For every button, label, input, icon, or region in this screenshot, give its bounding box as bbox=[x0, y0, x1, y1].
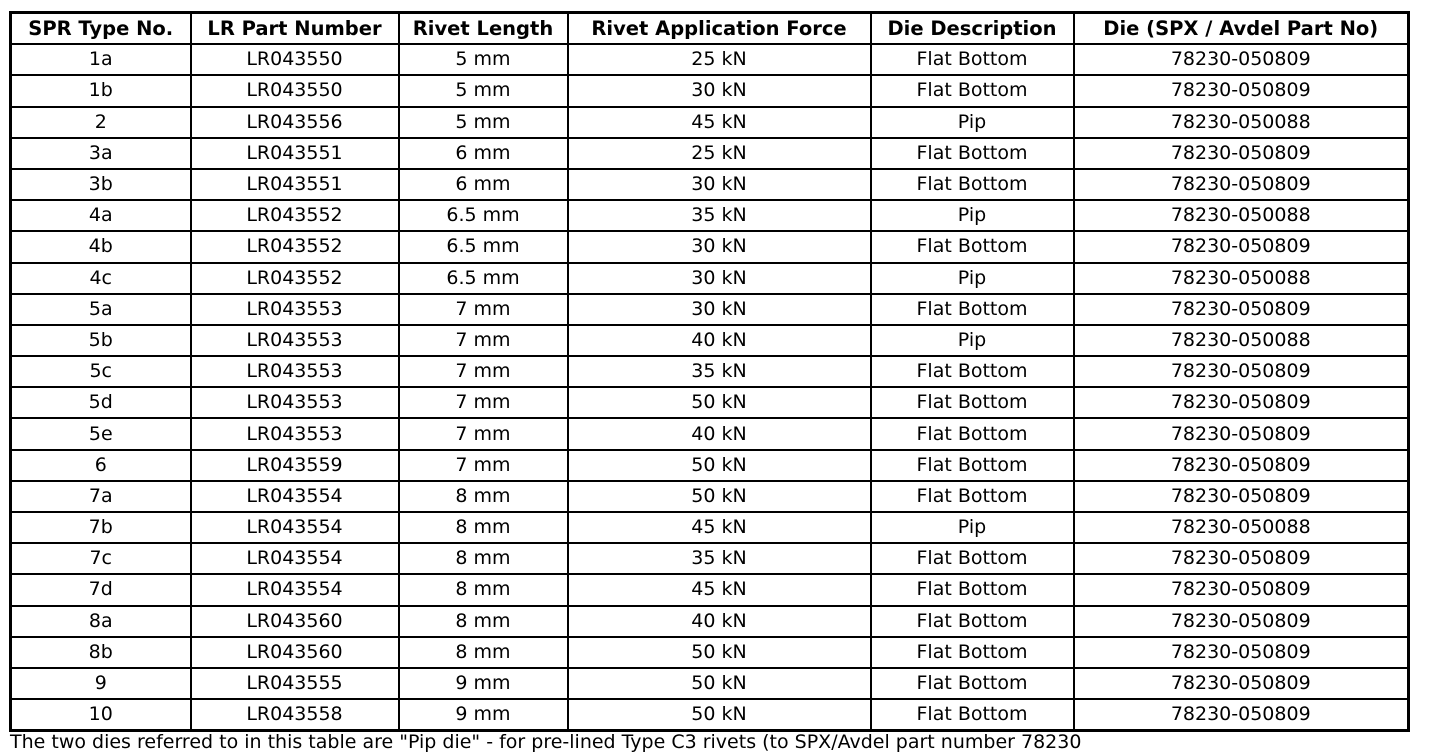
die-part-no-cell: 78230-050809 bbox=[1074, 606, 1409, 637]
lr-part-number-cell: LR043550 bbox=[191, 44, 399, 75]
spr-type-cell: 7a bbox=[11, 481, 191, 512]
spr-type-cell: 4b bbox=[11, 231, 191, 262]
die-part-no-cell: 78230-050809 bbox=[1074, 450, 1409, 481]
lr-part-number-cell: LR043556 bbox=[191, 107, 399, 138]
table-row bbox=[11, 325, 1409, 356]
lr-part-number-cell: LR043553 bbox=[191, 294, 399, 325]
application-force-cell: 35 kN bbox=[568, 543, 871, 574]
application-force-cell: 30 kN bbox=[568, 294, 871, 325]
application-force-cell: 25 kN bbox=[568, 138, 871, 169]
die-part-no-cell: 78230-050809 bbox=[1074, 294, 1409, 325]
die-description-cell: Flat Bottom bbox=[871, 481, 1074, 512]
application-force-cell: 30 kN bbox=[568, 263, 871, 294]
rivet-length-cell: 6.5 mm bbox=[399, 263, 568, 294]
rivet-length-cell: 6 mm bbox=[399, 138, 568, 169]
spr-type-cell: 9 bbox=[11, 668, 191, 699]
spr-type-cell: 3a bbox=[11, 138, 191, 169]
spr-type-cell: 8b bbox=[11, 637, 191, 668]
table-row bbox=[11, 75, 1409, 106]
die-part-no-cell: 78230-050809 bbox=[1074, 169, 1409, 200]
application-force-cell: 50 kN bbox=[568, 668, 871, 699]
header-rivet-application-force: Rivet Application Force bbox=[568, 13, 871, 45]
lr-part-number-cell: LR043551 bbox=[191, 138, 399, 169]
die-description-cell: Flat Bottom bbox=[871, 699, 1074, 731]
die-part-no-cell: 78230-050809 bbox=[1074, 543, 1409, 574]
die-description-cell: Flat Bottom bbox=[871, 44, 1074, 75]
rivet-length-cell: 7 mm bbox=[399, 418, 568, 449]
lr-part-number-cell: LR043553 bbox=[191, 387, 399, 418]
application-force-cell: 30 kN bbox=[568, 75, 871, 106]
spr-type-cell: 8a bbox=[11, 606, 191, 637]
die-description-cell: Flat Bottom bbox=[871, 543, 1074, 574]
table-row bbox=[11, 169, 1409, 200]
die-description-cell: Pip bbox=[871, 512, 1074, 543]
die-description-cell: Flat Bottom bbox=[871, 75, 1074, 106]
table-body bbox=[11, 44, 1409, 731]
die-part-no-cell: 78230-050809 bbox=[1074, 75, 1409, 106]
rivet-length-cell: 5 mm bbox=[399, 107, 568, 138]
application-force-cell: 40 kN bbox=[568, 325, 871, 356]
table-row bbox=[11, 263, 1409, 294]
lr-part-number-cell: LR043554 bbox=[191, 481, 399, 512]
rivet-length-cell: 6 mm bbox=[399, 169, 568, 200]
application-force-cell: 50 kN bbox=[568, 450, 871, 481]
rivet-length-cell: 8 mm bbox=[399, 481, 568, 512]
header-lr-part-number: LR Part Number bbox=[191, 13, 399, 45]
rivet-length-cell: 9 mm bbox=[399, 668, 568, 699]
application-force-cell: 50 kN bbox=[568, 481, 871, 512]
table-row bbox=[11, 512, 1409, 543]
die-part-no-cell: 78230-050088 bbox=[1074, 107, 1409, 138]
lr-part-number-cell: LR043560 bbox=[191, 606, 399, 637]
application-force-cell: 50 kN bbox=[568, 699, 871, 731]
lr-part-number-cell: LR043555 bbox=[191, 668, 399, 699]
die-part-no-cell: 78230-050809 bbox=[1074, 637, 1409, 668]
die-part-no-cell: 78230-050088 bbox=[1074, 512, 1409, 543]
die-part-no-cell: 78230-050088 bbox=[1074, 200, 1409, 231]
lr-part-number-cell: LR043559 bbox=[191, 450, 399, 481]
lr-part-number-cell: LR043550 bbox=[191, 75, 399, 106]
table-row bbox=[11, 387, 1409, 418]
spr-type-cell: 1a bbox=[11, 44, 191, 75]
spr-rivet-table bbox=[9, 11, 1410, 732]
lr-part-number-cell: LR043554 bbox=[191, 512, 399, 543]
table-row bbox=[11, 574, 1409, 605]
table-row bbox=[11, 450, 1409, 481]
rivet-length-cell: 8 mm bbox=[399, 606, 568, 637]
lr-part-number-cell: LR043552 bbox=[191, 231, 399, 262]
application-force-cell: 35 kN bbox=[568, 356, 871, 387]
table-row bbox=[11, 231, 1409, 262]
die-part-no-cell: 78230-050809 bbox=[1074, 138, 1409, 169]
rivet-length-cell: 7 mm bbox=[399, 356, 568, 387]
die-description-cell: Flat Bottom bbox=[871, 138, 1074, 169]
die-description-cell: Flat Bottom bbox=[871, 169, 1074, 200]
table-row bbox=[11, 356, 1409, 387]
die-description-cell: Pip bbox=[871, 263, 1074, 294]
spr-type-cell: 5b bbox=[11, 325, 191, 356]
die-part-no-cell: 78230-050809 bbox=[1074, 231, 1409, 262]
rivet-length-cell: 7 mm bbox=[399, 387, 568, 418]
lr-part-number-cell: LR043554 bbox=[191, 574, 399, 605]
table-row bbox=[11, 606, 1409, 637]
rivet-length-cell: 7 mm bbox=[399, 450, 568, 481]
lr-part-number-cell: LR043552 bbox=[191, 200, 399, 231]
die-part-no-cell: 78230-050809 bbox=[1074, 418, 1409, 449]
spr-type-cell: 5e bbox=[11, 418, 191, 449]
spr-type-cell: 5a bbox=[11, 294, 191, 325]
table-row bbox=[11, 107, 1409, 138]
spr-type-cell: 10 bbox=[11, 699, 191, 731]
application-force-cell: 30 kN bbox=[568, 169, 871, 200]
die-part-no-cell: 78230-050809 bbox=[1074, 356, 1409, 387]
die-description-cell: Flat Bottom bbox=[871, 387, 1074, 418]
die-part-no-cell: 78230-050088 bbox=[1074, 263, 1409, 294]
footer-note: The two dies referred to in this table are "Pip die" - for pre-lined Type C3 rivets (to SPX/Avdel part number 78230 bbox=[10, 731, 1082, 753]
spr-type-cell: 4a bbox=[11, 200, 191, 231]
spr-type-cell: 3b bbox=[11, 169, 191, 200]
table-header bbox=[11, 13, 1409, 45]
die-description-cell: Flat Bottom bbox=[871, 294, 1074, 325]
die-description-cell: Flat Bottom bbox=[871, 356, 1074, 387]
spr-type-cell: 6 bbox=[11, 450, 191, 481]
header-spr-type-no: SPR Type No. bbox=[11, 13, 191, 45]
spr-type-cell: 5d bbox=[11, 387, 191, 418]
table-row bbox=[11, 699, 1409, 731]
die-description-cell: Pip bbox=[871, 325, 1074, 356]
application-force-cell: 30 kN bbox=[568, 231, 871, 262]
table-row bbox=[11, 668, 1409, 699]
die-description-cell: Flat Bottom bbox=[871, 668, 1074, 699]
die-description-cell: Flat Bottom bbox=[871, 606, 1074, 637]
application-force-cell: 45 kN bbox=[568, 512, 871, 543]
die-part-no-cell: 78230-050088 bbox=[1074, 325, 1409, 356]
header-row bbox=[11, 13, 1409, 45]
application-force-cell: 40 kN bbox=[568, 606, 871, 637]
table-row bbox=[11, 200, 1409, 231]
rivet-length-cell: 6.5 mm bbox=[399, 231, 568, 262]
lr-part-number-cell: LR043551 bbox=[191, 169, 399, 200]
application-force-cell: 35 kN bbox=[568, 200, 871, 231]
spr-type-cell: 1b bbox=[11, 75, 191, 106]
die-description-cell: Flat Bottom bbox=[871, 574, 1074, 605]
rivet-length-cell: 8 mm bbox=[399, 512, 568, 543]
lr-part-number-cell: LR043560 bbox=[191, 637, 399, 668]
table-row bbox=[11, 543, 1409, 574]
table-row bbox=[11, 637, 1409, 668]
rivet-length-cell: 5 mm bbox=[399, 44, 568, 75]
application-force-cell: 40 kN bbox=[568, 418, 871, 449]
spr-type-cell: 5c bbox=[11, 356, 191, 387]
application-force-cell: 25 kN bbox=[568, 44, 871, 75]
die-description-cell: Flat Bottom bbox=[871, 231, 1074, 262]
rivet-length-cell: 5 mm bbox=[399, 75, 568, 106]
lr-part-number-cell: LR043553 bbox=[191, 418, 399, 449]
table-row bbox=[11, 418, 1409, 449]
lr-part-number-cell: LR043553 bbox=[191, 325, 399, 356]
die-description-cell: Flat Bottom bbox=[871, 637, 1074, 668]
application-force-cell: 45 kN bbox=[568, 107, 871, 138]
die-part-no-cell: 78230-050809 bbox=[1074, 668, 1409, 699]
rivet-length-cell: 6.5 mm bbox=[399, 200, 568, 231]
lr-part-number-cell: LR043552 bbox=[191, 263, 399, 294]
rivet-length-cell: 8 mm bbox=[399, 637, 568, 668]
spr-type-cell: 2 bbox=[11, 107, 191, 138]
rivet-length-cell: 8 mm bbox=[399, 574, 568, 605]
die-description-cell: Pip bbox=[871, 200, 1074, 231]
spr-type-cell: 7c bbox=[11, 543, 191, 574]
application-force-cell: 50 kN bbox=[568, 637, 871, 668]
spr-table-container bbox=[9, 11, 1410, 732]
die-description-cell: Flat Bottom bbox=[871, 450, 1074, 481]
die-part-no-cell: 78230-050809 bbox=[1074, 44, 1409, 75]
application-force-cell: 45 kN bbox=[568, 574, 871, 605]
die-part-no-cell: 78230-050809 bbox=[1074, 481, 1409, 512]
rivet-length-cell: 8 mm bbox=[399, 543, 568, 574]
spr-type-cell: 7b bbox=[11, 512, 191, 543]
lr-part-number-cell: LR043558 bbox=[191, 699, 399, 731]
lr-part-number-cell: LR043554 bbox=[191, 543, 399, 574]
header-rivet-length: Rivet Length bbox=[399, 13, 568, 45]
die-part-no-cell: 78230-050809 bbox=[1074, 574, 1409, 605]
lr-part-number-cell: LR043553 bbox=[191, 356, 399, 387]
application-force-cell: 50 kN bbox=[568, 387, 871, 418]
die-description-cell: Pip bbox=[871, 107, 1074, 138]
table-row bbox=[11, 44, 1409, 75]
die-description-cell: Flat Bottom bbox=[871, 418, 1074, 449]
header-die-part-no: Die (SPX / Avdel Part No) bbox=[1074, 13, 1409, 45]
spr-type-cell: 4c bbox=[11, 263, 191, 294]
die-part-no-cell: 78230-050809 bbox=[1074, 387, 1409, 418]
die-part-no-cell: 78230-050809 bbox=[1074, 699, 1409, 731]
table-row bbox=[11, 138, 1409, 169]
rivet-length-cell: 7 mm bbox=[399, 294, 568, 325]
rivet-length-cell: 9 mm bbox=[399, 699, 568, 731]
spr-type-cell: 7d bbox=[11, 574, 191, 605]
table-row bbox=[11, 481, 1409, 512]
header-die-description: Die Description bbox=[871, 13, 1074, 45]
table-row bbox=[11, 294, 1409, 325]
rivet-length-cell: 7 mm bbox=[399, 325, 568, 356]
